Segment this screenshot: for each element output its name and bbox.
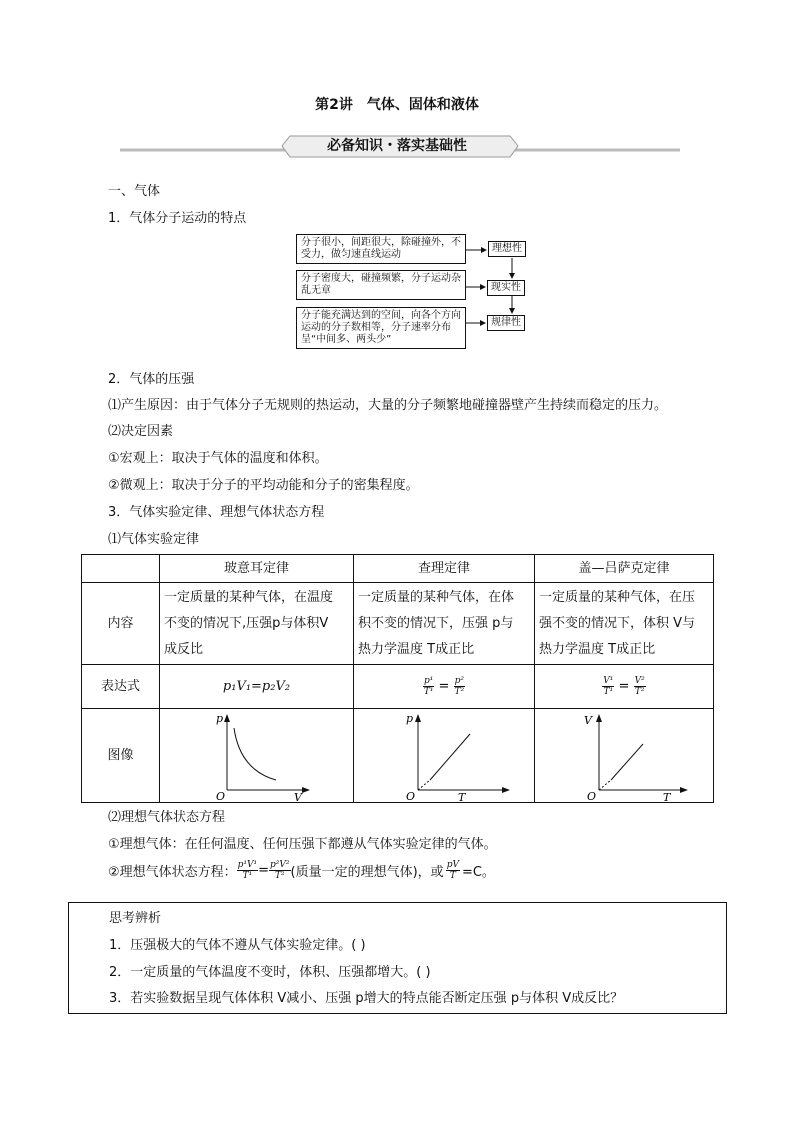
heading-gas-motion: 1．气体分子运动的特点 [108, 211, 247, 226]
header-charles: 查理定律 [354, 555, 535, 583]
row-formula-label: 表达式 [82, 665, 160, 709]
gas-laws-table [81, 554, 714, 803]
header-gaylussac: 盖—吕萨克定律 [535, 555, 714, 583]
graph-gaylussac-o: O [587, 789, 597, 802]
content-charles: 一定质量的某种气体，在体 积不变的情况下，压强 p与 热力学温度 T成正比 [354, 583, 535, 665]
graph-boyle-cell [160, 709, 354, 803]
content-boyle: 一定质量的某种气体，在温度 不变的情况下,压强p与体积V 成反比 [160, 583, 354, 665]
think-q3: 3．若实验数据呈现气体体积 V减小、压强 p增大的特点能否断定压强 p与体积 V成反比？ [109, 991, 624, 1006]
graph-boyle-y: p [216, 711, 224, 725]
section-banner-text: 必备知识・落实基础性 [327, 138, 467, 154]
think-q2: 2．一定质量的气体温度不变时，体积、压强都增大。( ) [109, 965, 431, 980]
graph-charles [358, 710, 530, 802]
para-cause: ⑴产生原因：由于气体分子无规则的热运动，大量的分子频繁地碰撞器壁产生持续而稳定的压力。 [108, 398, 668, 413]
graph-boyle [164, 710, 349, 802]
formula-gaylussac: $\frac{\text{V¹}}{\text{T¹}}$ = $\frac{\text{V²}}{\text{T²}}$ [535, 665, 714, 709]
heading-laws: 3．气体实验定律、理想气体状态方程 [108, 505, 325, 520]
graph-gaylussac-cell [535, 709, 714, 803]
graph-boyle-x: V [294, 790, 302, 802]
flow-tag-2: 现实性 [487, 280, 525, 296]
graph-charles-cell [354, 709, 535, 803]
think-q1: 1．压强极大的气体不遵从气体实验定律。( ) [109, 938, 366, 953]
heading-ideal-eq: ⑵理想气体状态方程 [108, 810, 226, 825]
graph-gaylussac-x: T [663, 790, 671, 802]
formula-boyle: p₁V₁=p₂V₂ [160, 665, 354, 709]
para-factors: ⑵决定因素 [108, 424, 174, 439]
para-exp-laws: ⑴气体实验定律 [108, 532, 200, 547]
para-ideal-gas: ①理想气体：在任何温度、任何压强下都遵从气体实验定律的气体。 [108, 837, 497, 852]
formula-charles: $\frac{\text{p¹}}{\text{T¹}}$ = $\frac{\text{p²}}{\text{T²}}$ [354, 665, 535, 709]
para-ideal-eq: ②理想气体状态方程： $\frac{\text{p¹V¹}}{\text{T¹}}$ = $\frac{\text{p²V²}}{\text{T²}}$ (质量一定的理想气体)，或 $\frac{pV}{T}$ =C。 [108, 860, 495, 881]
graph-gaylussac-y: V [584, 713, 592, 727]
flow-tag-3: 规律性 [487, 315, 525, 331]
content-gaylussac: 一定质量的某种气体，在压 强不变的情况下，体积 V与 热力学温度 T成正比 [535, 583, 714, 665]
para-micro: ②微观上：取决于分子的平均动能和分子的密集程度。 [108, 478, 419, 493]
para-macro: ①宏观上：取决于气体的温度和体积。 [108, 451, 328, 466]
page-title: 第2讲 气体、固体和液体 [315, 97, 479, 113]
graph-charles-y: p [406, 711, 414, 725]
graph-charles-x: T [458, 790, 466, 802]
flow-tag-1: 理想性 [488, 241, 526, 257]
row-content-label: 内容 [82, 583, 160, 665]
think-title: 思考辨析 [109, 911, 162, 926]
flow-box-2: 分子密度大，碰撞频繁，分子运动杂乱无章 [296, 270, 466, 300]
flow-arrows [466, 240, 536, 330]
flow-box-1: 分子很小，间距很大，除碰撞外，不受力，做匀速直线运动 [296, 234, 466, 264]
header-boyle: 玻意耳定律 [160, 555, 354, 583]
graph-charles-o: O [406, 789, 416, 802]
graph-gaylussac [539, 710, 709, 802]
graph-boyle-o: O [216, 789, 226, 802]
heading-pressure: 2．气体的压强 [108, 372, 195, 387]
row-graph-label: 图像 [82, 709, 160, 803]
heading-gas: 一、气体 [108, 184, 161, 199]
flow-box-3: 分子能充满达到的空间，向各个方向运动的分子数相等，分子速率分布呈“中间多、两头少” [296, 307, 466, 349]
think-box [68, 902, 727, 1014]
